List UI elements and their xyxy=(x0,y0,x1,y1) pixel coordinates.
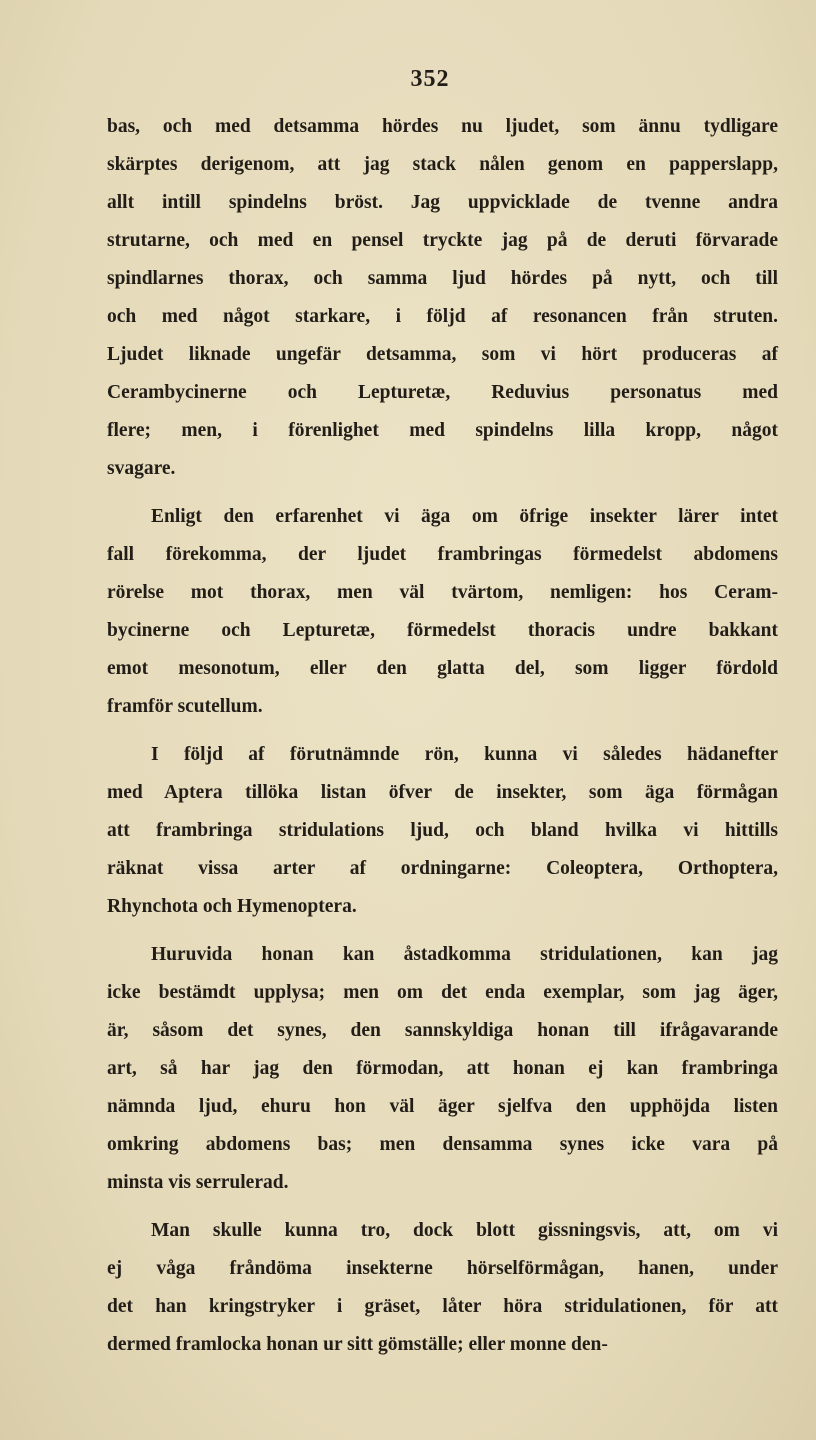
text-line: bycinerne och Lepturetæ, förmedelst thoracis undre bakkant xyxy=(107,620,778,641)
paragraph xyxy=(107,736,778,926)
text-line: flere; men, i förenlighet med spindelns lilla kropp, något xyxy=(107,420,778,441)
text-line: svagare. xyxy=(107,458,176,479)
text-line: med Aptera tillöka listan öfver de insekter, som äga förmågan xyxy=(107,782,778,803)
text-line: minsta vis serrulerad. xyxy=(107,1172,289,1193)
paragraph xyxy=(107,108,778,488)
text-line: Rhynchota och Hymenoptera. xyxy=(107,896,357,917)
text-line: dermed framlocka honan ur sitt gömställe; eller monne den- xyxy=(107,1334,608,1355)
text-line: räknat vissa arter af ordningarne: Coleoptera, Orthoptera, xyxy=(107,858,778,879)
text-line: allt intill spindelns bröst. Jag uppvicklade de tvenne andra xyxy=(107,192,778,213)
text-line: rörelse mot thorax, men väl tvärtom, nemligen: hos Ceram- xyxy=(107,582,778,603)
text-line: skärptes derigenom, att jag stack nålen genom en papperslapp, xyxy=(107,154,778,175)
text-line: strutarne, och med en pensel tryckte jag på de deruti förvarade xyxy=(107,230,778,251)
paragraph xyxy=(107,936,778,1202)
text-line: det han kringstryker i gräset, låter höra stridulationen, för att xyxy=(107,1296,778,1317)
text-line: bas, och med detsamma hördes nu ljudet, som ännu tydligare xyxy=(107,116,778,137)
paragraph xyxy=(107,1212,778,1364)
text-line: fall förekomma, der ljudet frambringas förmedelst abdomens xyxy=(107,544,778,565)
text-line: Cerambycinerne och Lepturetæ, Reduvius personatus med xyxy=(107,382,778,403)
text-line: emot mesonotum, eller den glatta del, som ligger fördold xyxy=(107,658,778,679)
text-line: ej våga fråndöma insekterne hörselförmågan, hanen, under xyxy=(107,1258,778,1279)
text-line: framför scutellum. xyxy=(107,696,263,717)
text-line: spindlarnes thorax, och samma ljud hördes på nytt, och till xyxy=(107,268,778,289)
text-line: Huruvida honan kan åstadkomma stridulationen, kan jag xyxy=(151,944,778,965)
text-line: nämnda ljud, ehuru hon väl äger sjelfva den upphöjda listen xyxy=(107,1096,778,1117)
text-line: art, så har jag den förmodan, att honan ej kan frambringa xyxy=(107,1058,778,1079)
text-line: I följd af förutnämnde rön, kunna vi således hädanefter xyxy=(151,744,778,765)
text-line: Enligt den erfarenhet vi äga om öfrige insekter lärer intet xyxy=(151,506,778,527)
body-text xyxy=(107,108,778,1364)
text-line: Man skulle kunna tro, dock blott gissningsvis, att, om vi xyxy=(151,1220,778,1241)
text-line: Ljudet liknade ungefär detsamma, som vi hört produceras af xyxy=(107,344,778,365)
text-line: omkring abdomens bas; men densamma synes icke vara på xyxy=(107,1134,778,1155)
text-line: och med något starkare, i följd af resonancen från struten. xyxy=(107,306,778,327)
page-number: 352 xyxy=(410,66,450,92)
text-line: är, såsom det synes, den sannskyldiga honan till ifrågavarande xyxy=(107,1020,778,1041)
paragraph xyxy=(107,498,778,726)
text-line: att frambringa stridulations ljud, och bland hvilka vi hittills xyxy=(107,820,778,841)
text-line: icke bestämdt upplysa; men om det enda exemplar, som jag äger, xyxy=(107,982,778,1003)
